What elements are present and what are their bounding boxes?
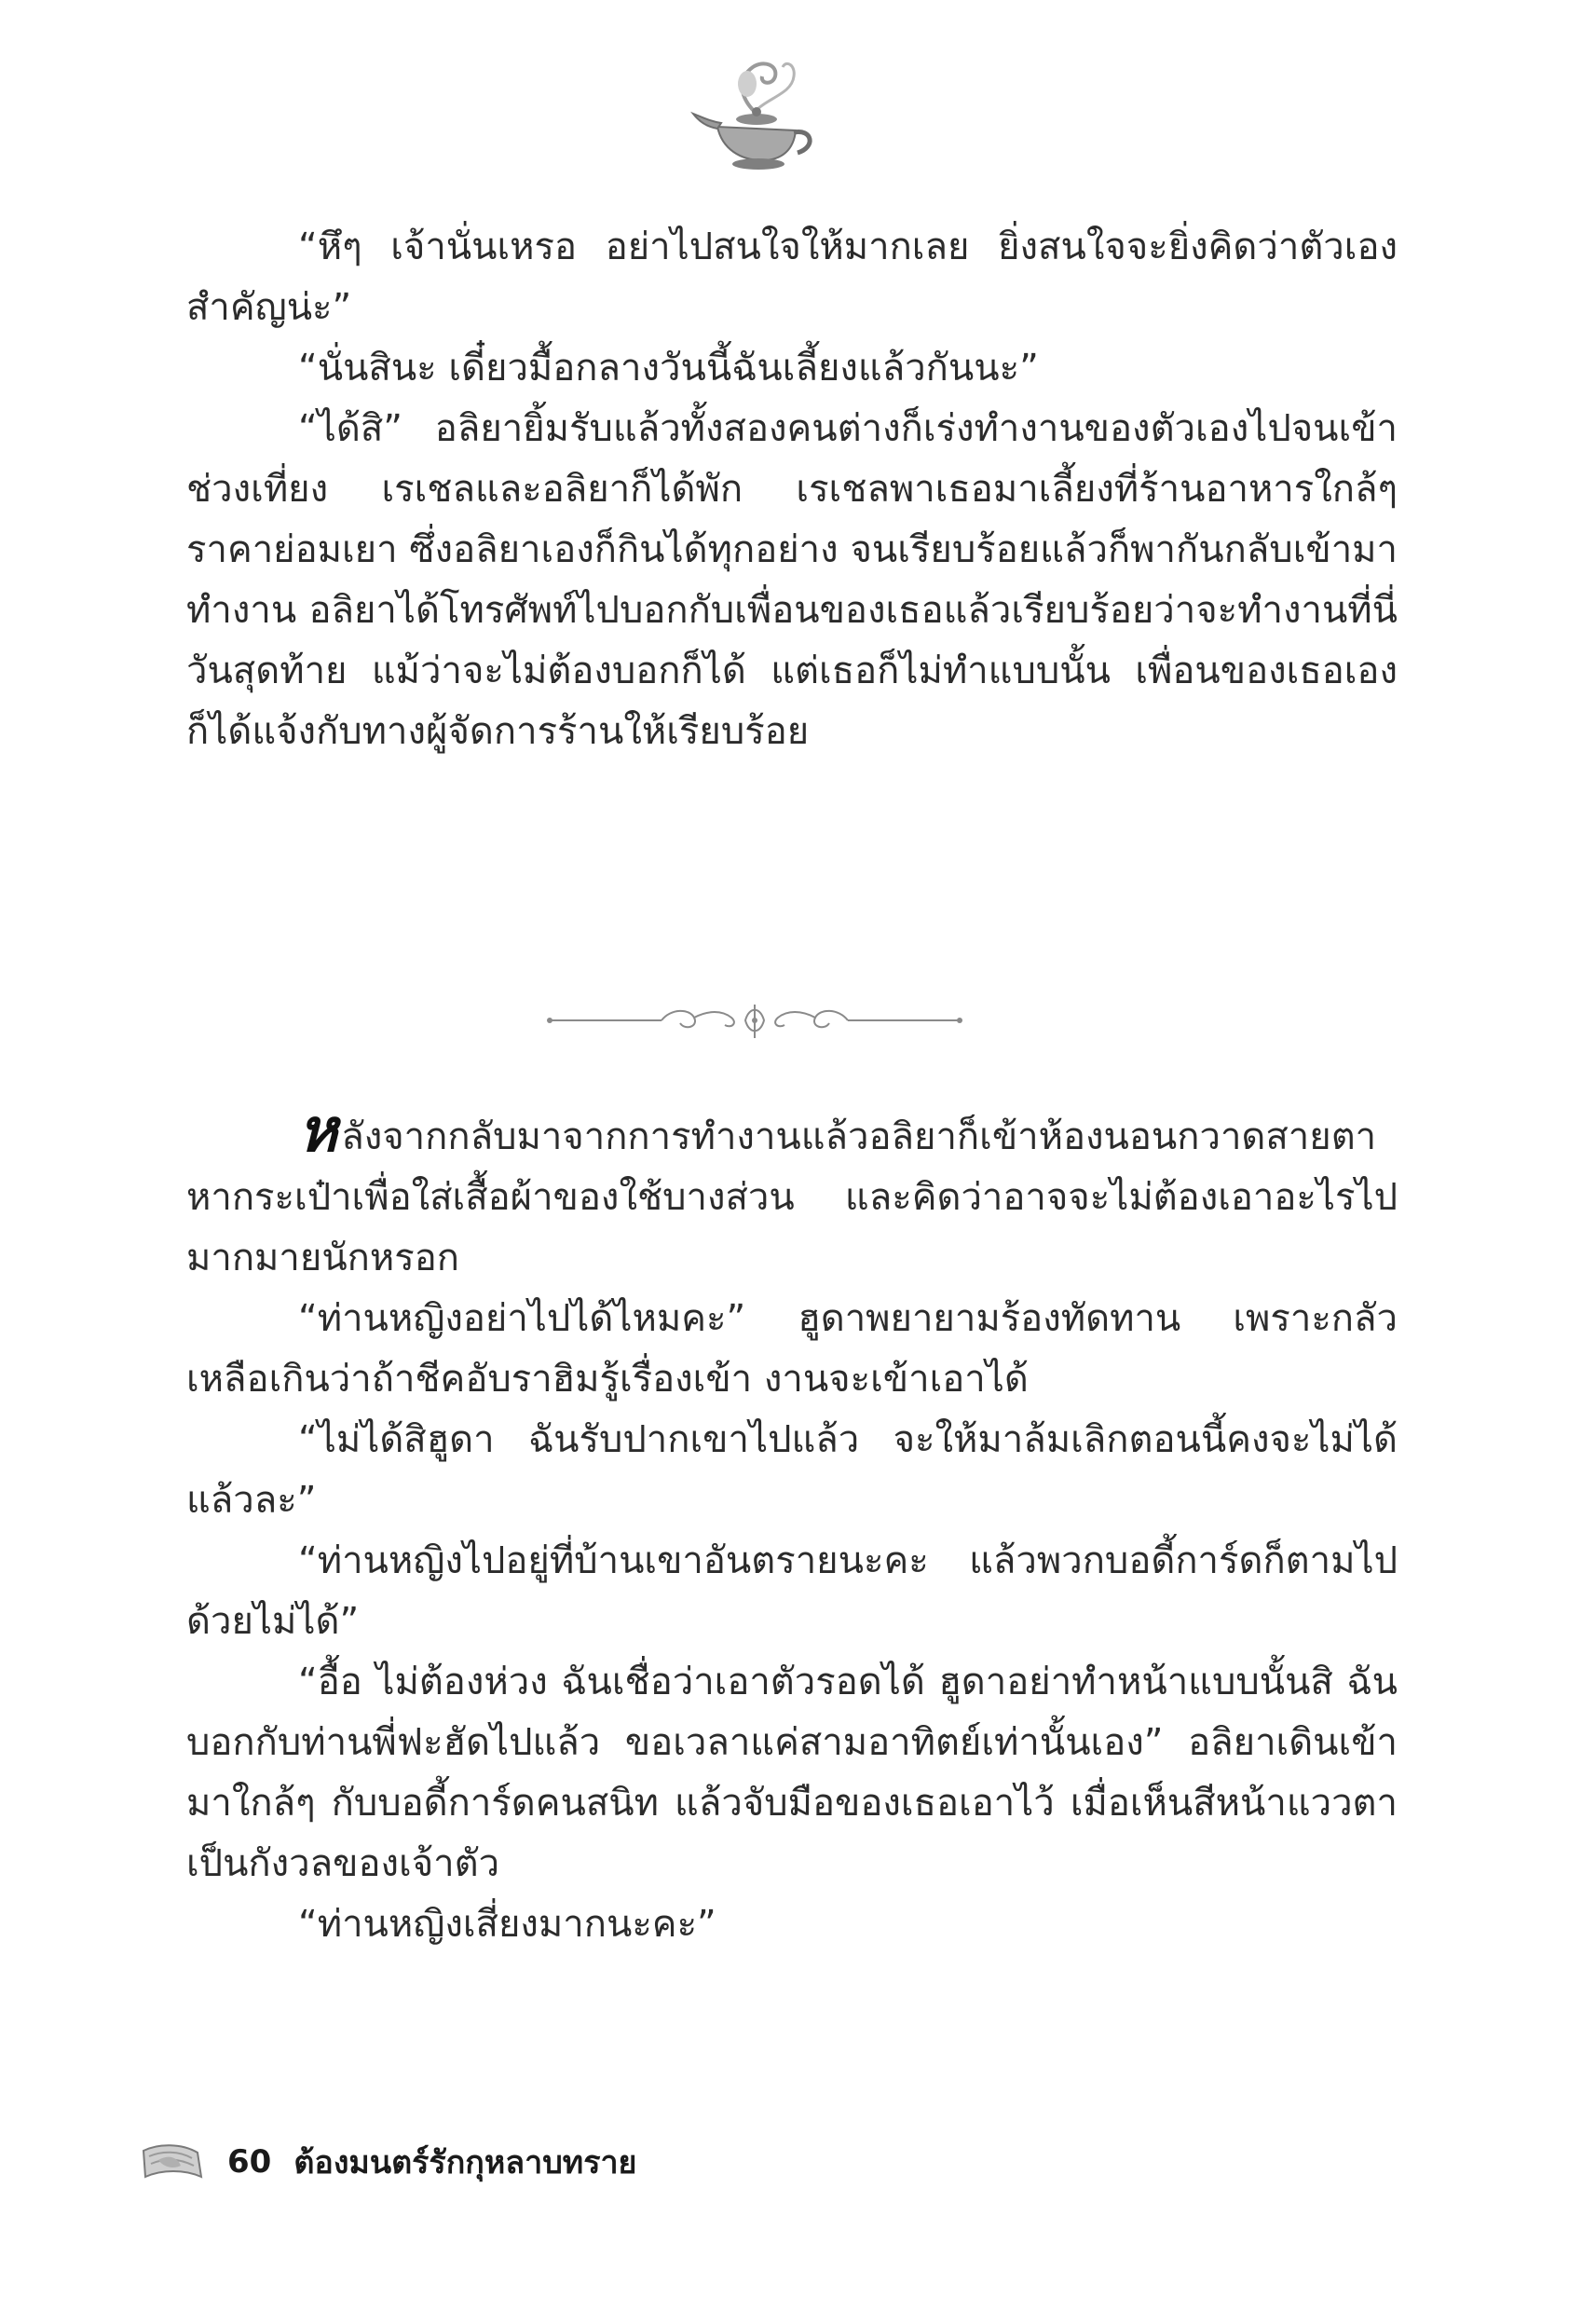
- book-title: ต้องมนตร์รักกุหลาบทราย: [293, 2144, 637, 2181]
- section-2-text: [186, 1097, 1398, 1955]
- paragraph-text: ลังจากกลับมาจากการทำงานแล้วอลิยาก็เข้าห้องนอนกวาดสายตาหากระเป๋าเพื่อใส่เสื้อผ้าของใช้บางส่วน และคิดว่าอาจจะไม่ต้องเอาอะไรไปมากมายนักหรอก: [186, 1115, 1398, 1279]
- flourish-divider-icon: [540, 997, 969, 1044]
- paragraph: “ได้สิ” อลิยายิ้มรับแล้วทั้งสองคนต่างก็เร่งทำงานของตัวเองไปจนเข้าช่วงเที่ยง เรเชลและอลิยาก็ได้พัก เรเชลพาเธอมาเลี้ยงที่ร้านอาหารใกล้ๆ ราคาย่อมเยา ซึ่งอลิยาเองก็กินได้ทุกอย่าง จนเรียบร้อยแล้วก็พากันกลับเข้ามาทำงาน อลิยาได้โทรศัพท์ไปบอกกับเพื่อนของเธอแล้วเรียบร้อยว่าจะทำงานที่นี่วันสุดท้าย แม้ว่าจะไม่ต้องบอกก็ได้ แต่เธอก็ไม่ทำแบบนั้น เพื่อนของเธอเองก็ได้แจ้งกับทางผู้จัดการร้านให้เรียบร้อย: [186, 407, 1398, 753]
- paragraph: “ท่านหญิงอย่าไปได้ไหมคะ” ฮูดาพยายามร้องทัดทาน เพราะกลัวเหลือเกินว่าถ้าชีคอับราฮิมรู้เรื่องเข้า งานจะเข้าเอาได้: [186, 1297, 1398, 1401]
- page-number: 60: [227, 2143, 272, 2181]
- teapot-ornament-icon: [689, 56, 820, 177]
- book-corner-icon: [140, 2141, 205, 2183]
- paragraph: “หึๆ เจ้านั่นเหรอ อย่าไปสนใจให้มากเลย ยิ่งสนใจจะยิ่งคิดว่าตัวเองสำคัญน่ะ”: [186, 226, 1398, 329]
- page-footer: [140, 2134, 636, 2190]
- paragraph: “อื้อ ไม่ต้องห่วง ฉันเชื่อว่าเอาตัวรอดได้ ฮูดาอย่าทำหน้าแบบนั้นสิ ฉันบอกกับท่านพี่ฟะฮัดไปแล้ว ขอเวลาแค่สามอาทิตย์เท่านั้นเอง” อลิยาเดินเข้ามาใกล้ๆ กับบอดี้การ์ดคนสนิท แล้วจับมือของเธอเอาไว้ เมื่อเห็นสีหน้าแววตาเป็นกังวลของเจ้าตัว: [186, 1661, 1398, 1885]
- section-1-text: [186, 217, 1398, 762]
- paragraph: “ท่านหญิงไปอยู่ที่บ้านเขาอันตรายนะคะ แล้วพวกบอดี้การ์ดก็ตามไปด้วยไม่ได้”: [186, 1539, 1398, 1643]
- paragraph: “ท่านหญิงเสี่ยงมากนะคะ”: [298, 1903, 716, 1946]
- paragraph: “ไม่ได้สิฮูดา ฉันรับปากเขาไปแล้ว จะให้มาล้มเลิกตอนนี้คงจะไม่ได้แล้วละ”: [186, 1418, 1398, 1522]
- dropcap: ห: [298, 1097, 338, 1166]
- paragraph: [186, 1097, 1398, 1289]
- paragraph: “นั่นสินะ เดี๋ยวมื้อกลางวันนี้ฉันเลี้ยงแล้วกันนะ”: [298, 347, 1039, 390]
